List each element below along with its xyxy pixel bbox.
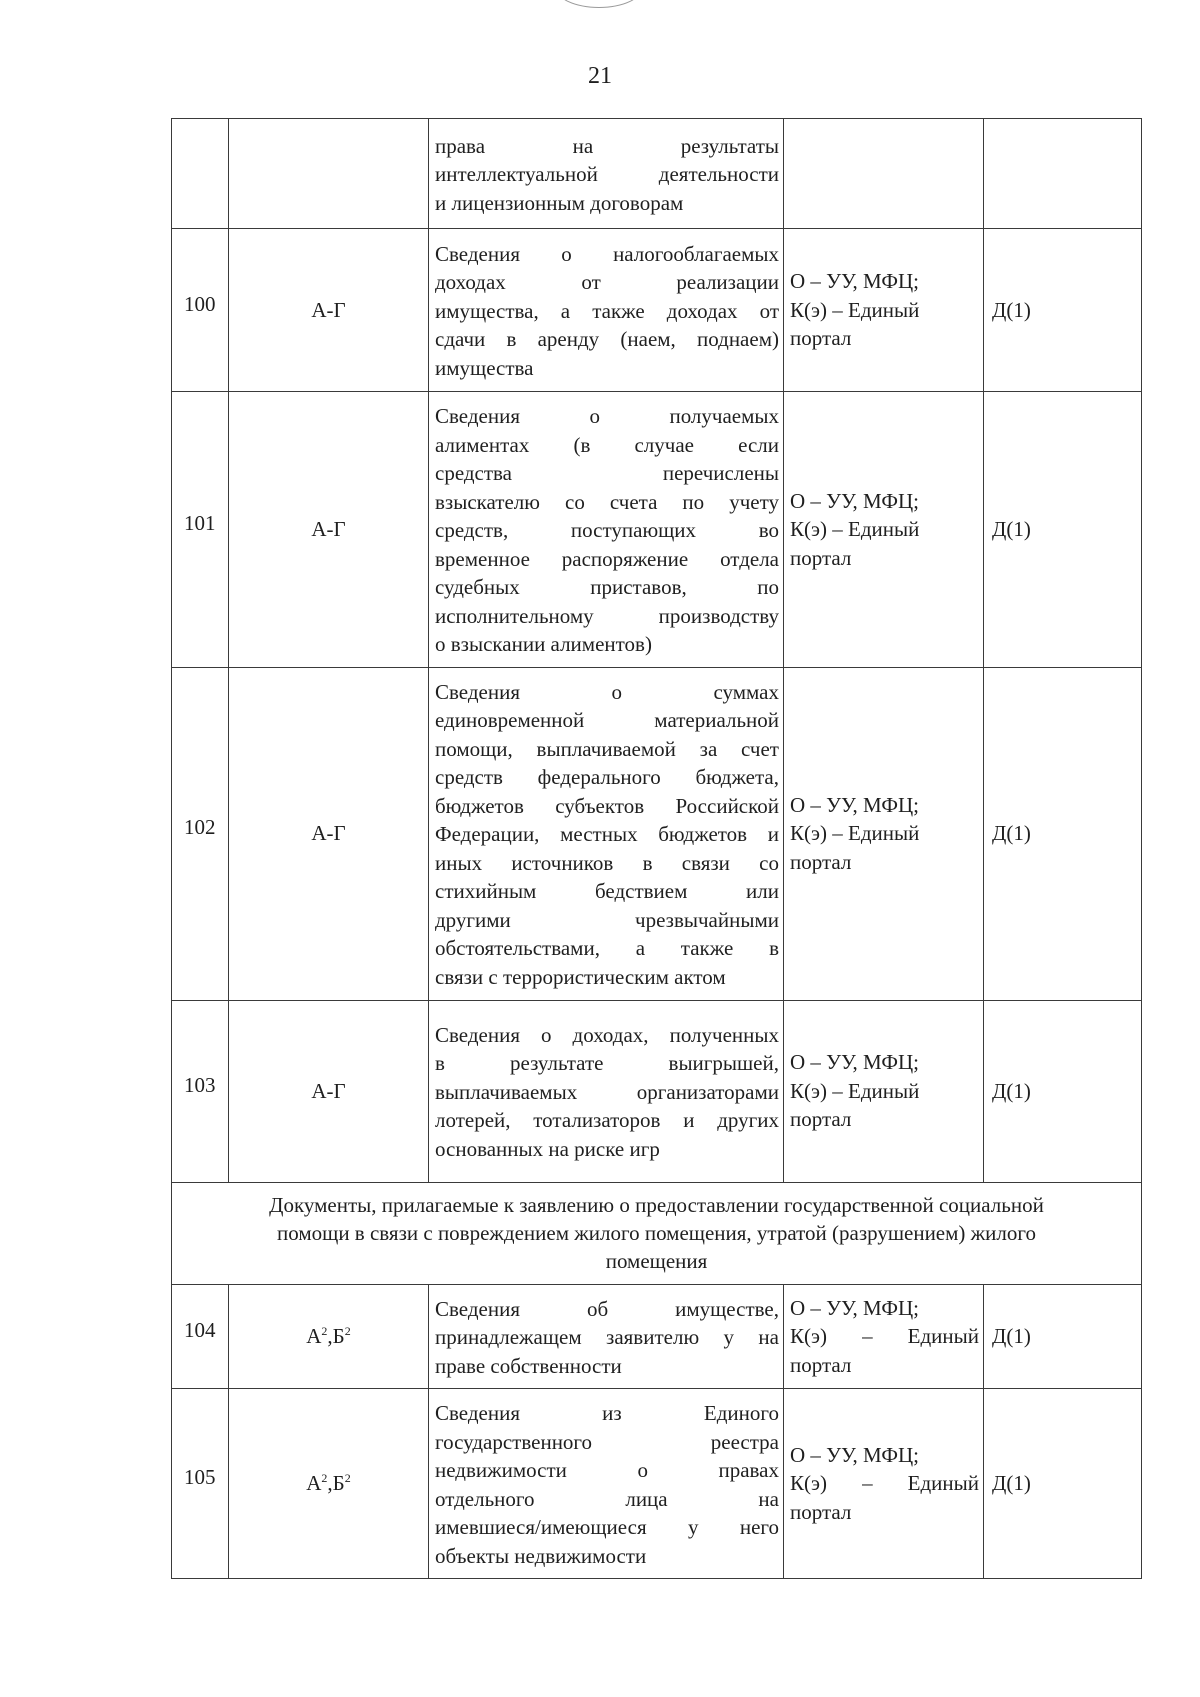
applicant-category-cell: $А^2,Б^2$	[229, 1284, 429, 1389]
description-line: имущества	[435, 355, 534, 380]
section-heading	[172, 1182, 1142, 1284]
description-line: имевшиеся/имеющиеся у него	[435, 1515, 779, 1539]
receipt-line: портал	[790, 1499, 852, 1524]
description-line: принадлежащем заявителю у на	[435, 1325, 779, 1349]
document-description-cell	[429, 392, 784, 668]
description-line: о взыскании алиментов)	[435, 632, 652, 656]
description-line: и лицензионным договорам	[435, 190, 684, 215]
section-heading-line: помещения	[605, 1248, 708, 1273]
description-line: недвижимости о правах	[435, 1458, 779, 1482]
document-description-cell	[429, 229, 784, 392]
description-line: взыскателю со счета по учету	[435, 489, 779, 514]
description-line: права на результаты	[435, 133, 779, 158]
description-line: бюджетов субъектов Российской	[435, 793, 779, 818]
document-code-cell: Д(1)	[984, 1000, 1142, 1182]
description-line: государственного реестра	[435, 1429, 779, 1454]
description-line: средств федерального бюджета,	[435, 765, 779, 790]
receipt-method-cell	[784, 229, 984, 392]
description-line: средств, поступающих во	[435, 518, 779, 542]
description-line: иных источников в связи со	[435, 850, 779, 875]
row-number-cell: 103	[172, 1000, 229, 1182]
description-line: другими чрезвычайными	[435, 907, 779, 932]
receipt-line: К(э) – Единый	[790, 297, 920, 322]
description-line: отдельного лица на	[435, 1486, 779, 1511]
description-line: связи с террористическим актом	[435, 964, 726, 989]
document-description-cell	[429, 667, 784, 1000]
table-row-103	[172, 1000, 1142, 1182]
description-line: алиментах (в случае если	[435, 432, 779, 457]
description-line: в результате выигрышей,	[435, 1051, 779, 1076]
description-line: объекты недвижимости	[435, 1543, 647, 1568]
receipt-line: портал	[790, 1107, 852, 1132]
table-row-102	[172, 667, 1142, 1000]
description-line: Сведения о суммах	[435, 679, 779, 704]
document-code-cell: Д(1)	[984, 392, 1142, 668]
description-line: имущества, а также доходах от	[435, 298, 779, 323]
document-description-cell	[429, 119, 784, 229]
description-line: Сведения об имуществе,	[435, 1296, 779, 1321]
document-code-cell: Д(1)	[984, 229, 1142, 392]
receipt-line: портал	[790, 1352, 852, 1377]
receipt-method-cell	[784, 1389, 984, 1579]
receipt-method-cell	[784, 1000, 984, 1182]
document-description-cell	[429, 1000, 784, 1182]
description-line: Сведения из Единого	[435, 1401, 779, 1425]
receipt-line: О – УУ, МФЦ;	[790, 1050, 919, 1075]
document-code-cell: Д(1)	[984, 667, 1142, 1000]
applicant-category-cell: А-Г	[229, 1000, 429, 1182]
receipt-line: О – УУ, МФЦ;	[790, 1295, 919, 1320]
description-line: единовременной материальной	[435, 708, 779, 733]
description-line: помощи, выплачиваемой за счет	[435, 736, 779, 761]
receipt-method-cell	[784, 392, 984, 668]
description-line: доходах от реализации	[435, 270, 779, 295]
row-number-cell: 105	[172, 1389, 229, 1579]
document-description-cell	[429, 1389, 784, 1579]
receipt-line: К(э) – Единый	[790, 821, 920, 846]
table-row-104	[172, 1284, 1142, 1389]
receipt-line: О – УУ, МФЦ;	[790, 488, 919, 513]
table-row-100	[172, 229, 1142, 392]
row-number-cell	[172, 119, 229, 229]
applicant-category-cell	[229, 119, 429, 229]
description-line: обстоятельствами, а также в	[435, 936, 779, 961]
description-line: средства перечислены	[435, 461, 779, 485]
applicant-category-cell: А-Г	[229, 667, 429, 1000]
document-code-cell: Д(1)	[984, 1389, 1142, 1579]
description-line: временное распоряжение отдела	[435, 546, 779, 571]
row-number-cell: 102	[172, 667, 229, 1000]
receipt-line: О – УУ, МФЦ;	[790, 269, 919, 294]
description-line: выплачиваемых организаторами	[435, 1079, 779, 1104]
description-line: стихийным бедствием или	[435, 879, 779, 904]
description-line: лотерей, тотализаторов и других	[435, 1108, 779, 1133]
description-line: Сведения о налогооблагаемых	[435, 241, 779, 266]
receipt-line: О – УУ, МФЦ;	[790, 1442, 919, 1467]
description-line: праве собственности	[435, 1353, 622, 1378]
table-row-105	[172, 1389, 1142, 1579]
applicant-category-cell: А-Г	[229, 229, 429, 392]
table-row-continuation	[172, 119, 1142, 229]
receipt-line: портал	[790, 545, 852, 570]
section-heading-line: Документы, прилагаемые к заявлению о предоставлении государственной социальной	[269, 1192, 1044, 1217]
section-heading-line: помощи в связи с повреждением жилого помещения, утратой (разрушением) жилого	[277, 1220, 1036, 1245]
document-code-cell	[984, 119, 1142, 229]
description-line: Сведения о получаемых	[435, 404, 779, 428]
receipt-method-cell	[784, 667, 984, 1000]
receipt-line: К(э) – Единый	[790, 1078, 920, 1103]
description-line: интеллектуальной деятельности	[435, 162, 779, 187]
document-table	[171, 118, 1142, 1579]
receipt-line: К(э) – Единый	[790, 1324, 979, 1348]
top-stamp-arc	[555, 0, 643, 8]
receipt-line: К(э) – Единый	[790, 517, 920, 541]
description-line: исполнительному производству	[435, 603, 779, 628]
row-number-cell: 100	[172, 229, 229, 392]
section-heading-row	[172, 1182, 1142, 1284]
receipt-method-cell	[784, 119, 984, 229]
row-number-cell: 104	[172, 1284, 229, 1389]
table-row-101	[172, 392, 1142, 668]
receipt-line: портал	[790, 326, 852, 351]
page-number: 21	[588, 63, 612, 89]
document-description-cell	[429, 1284, 784, 1389]
receipt-line: О – УУ, МФЦ;	[790, 792, 919, 817]
receipt-line: К(э) – Единый	[790, 1471, 979, 1496]
applicant-category-cell: $А^2,Б^2$	[229, 1389, 429, 1579]
description-line: судебных приставов, по	[435, 575, 779, 599]
description-line: основанных на риске игр	[435, 1136, 660, 1161]
applicant-category-cell: А-Г	[229, 392, 429, 668]
description-line: Федерации, местных бюджетов и	[435, 822, 779, 847]
description-line: сдачи в аренду (наем, поднаем)	[435, 327, 779, 352]
receipt-method-cell	[784, 1284, 984, 1389]
receipt-line: портал	[790, 849, 852, 874]
row-number-cell: 101	[172, 392, 229, 668]
description-line: Сведения о доходах, полученных	[435, 1022, 779, 1047]
document-code-cell: Д(1)	[984, 1284, 1142, 1389]
